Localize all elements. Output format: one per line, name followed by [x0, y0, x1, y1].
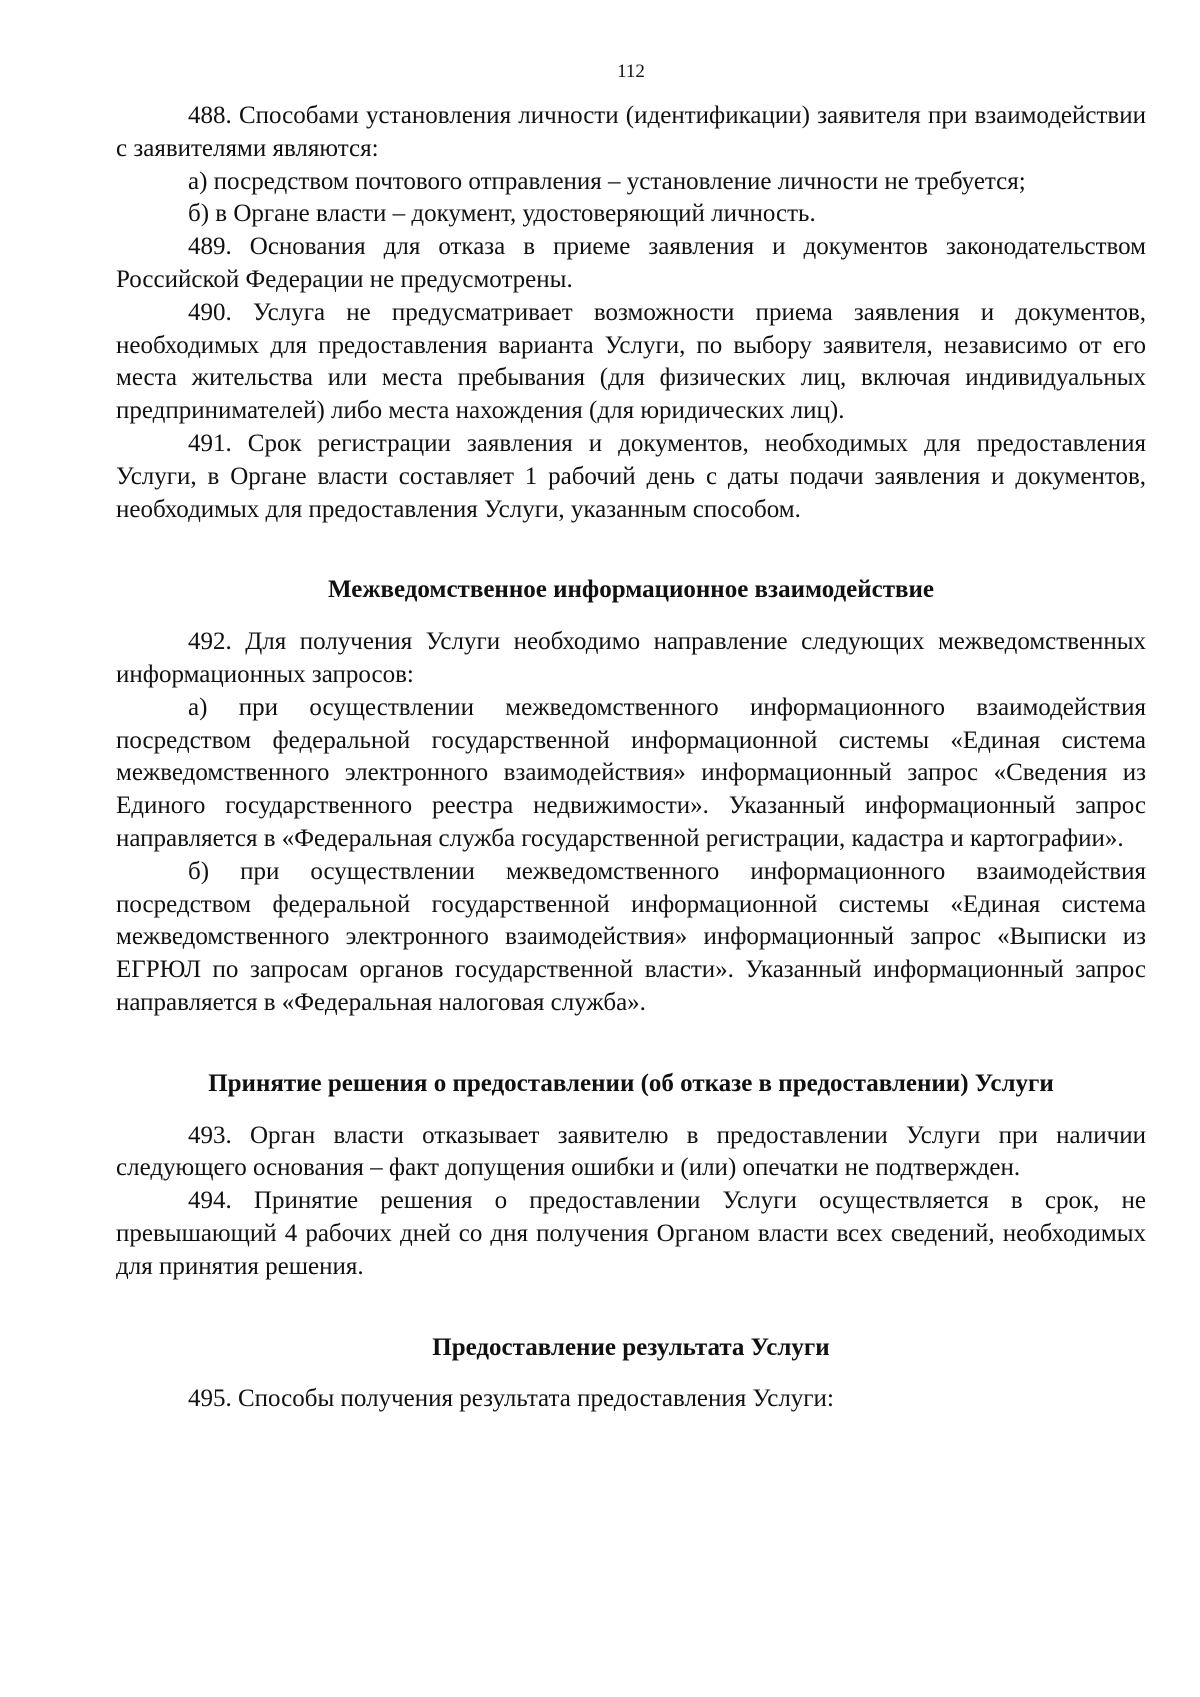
section-gap [116, 1101, 1146, 1120]
section-gap [116, 1020, 1146, 1068]
paragraph-493: 493. Орган власти отказывает заявителю в предоставлении Услуги при наличии следующего основания – факт допущения ошибки и (или) опечатки не подтвержден. [116, 1121, 1146, 1182]
section-heading-result: Предоставление результата Услуги [432, 1333, 830, 1361]
paragraph-488-b: б) в Органе власти – документ, удостоверяющий личность. [188, 200, 816, 228]
paragraph-488: 488. Способами установления личности (идентификации) заявителя при взаимодействии с заявителями являются: [116, 102, 1146, 162]
section-gap [116, 1364, 1146, 1383]
paragraph-491: 491. Срок регистрации заявления и документов, необходимых для предоставления Услуги, в Органе власти составляет 1 рабочий день с даты подачи заявления и документов, необходимых для предоставления Услуги, указанным способом. [116, 429, 1146, 523]
section-gap [116, 526, 1146, 574]
section-heading-interagency: Межведомственное информационное взаимодействие [328, 576, 934, 604]
paragraph-495: 495. Способы получения результата предоставления Услуги: [188, 1385, 834, 1413]
section-heading-decision: Принятие решения о предоставлении (об отказе в предоставлении) Услуги [208, 1069, 1054, 1097]
paragraph-492-a: а) при осуществлении межведомственного информационного взаимодействия посредством федеральной государственной информационной системы «Единая система межведомственного электронного взаимодействия» информационный запрос «Сведения из Единого государственного реестра недвижимости». Указанный информационный запрос направляется в «Федеральная служба государственной регистрации, кадастра и картографии». [116, 693, 1146, 852]
section-gap [116, 1284, 1146, 1332]
paragraph-489: 489. Основания для отказа в приеме заявления и документов законодательством Российской Федерации не предусмотрены. [116, 233, 1146, 293]
paragraph-494: 494. Принятие решения о предоставлении Услуги осуществляется в срок, не превышающий 4 рабочих дней со дня получения Органом власти всех сведений, необходимых для принятия решения. [116, 1187, 1146, 1280]
paragraph-492: 492. Для получения Услуги необходимо направление следующих межведомственных информационных запросов: [116, 628, 1146, 688]
paragraph-490: 490. Услуга не предусматривает возможности приема заявления и документов, необходимых для предоставления варианта Услуги, по выбору заявителя, независимо от его места жительства или места пребывания (для физических лиц, включая индивидуальных предпринимателей) либо места нахождения (для юридических лиц). [116, 298, 1146, 425]
paragraph-488-a: а) посредством почтового отправления – установление личности не требуется; [188, 167, 1026, 195]
section-gap [116, 607, 1146, 626]
page-number: 112 [617, 61, 645, 82]
paragraph-492-b: б) при осуществлении межведомственного информационного взаимодействия посредством федеральной государственной информационной системы «Единая система межведомственного электронного взаимодействия» информационный запрос «Выписки из ЕГРЮЛ по запросам органов государственной власти». Указанный информационный запрос направляется в «Федеральная налоговая служба». [116, 857, 1146, 1016]
